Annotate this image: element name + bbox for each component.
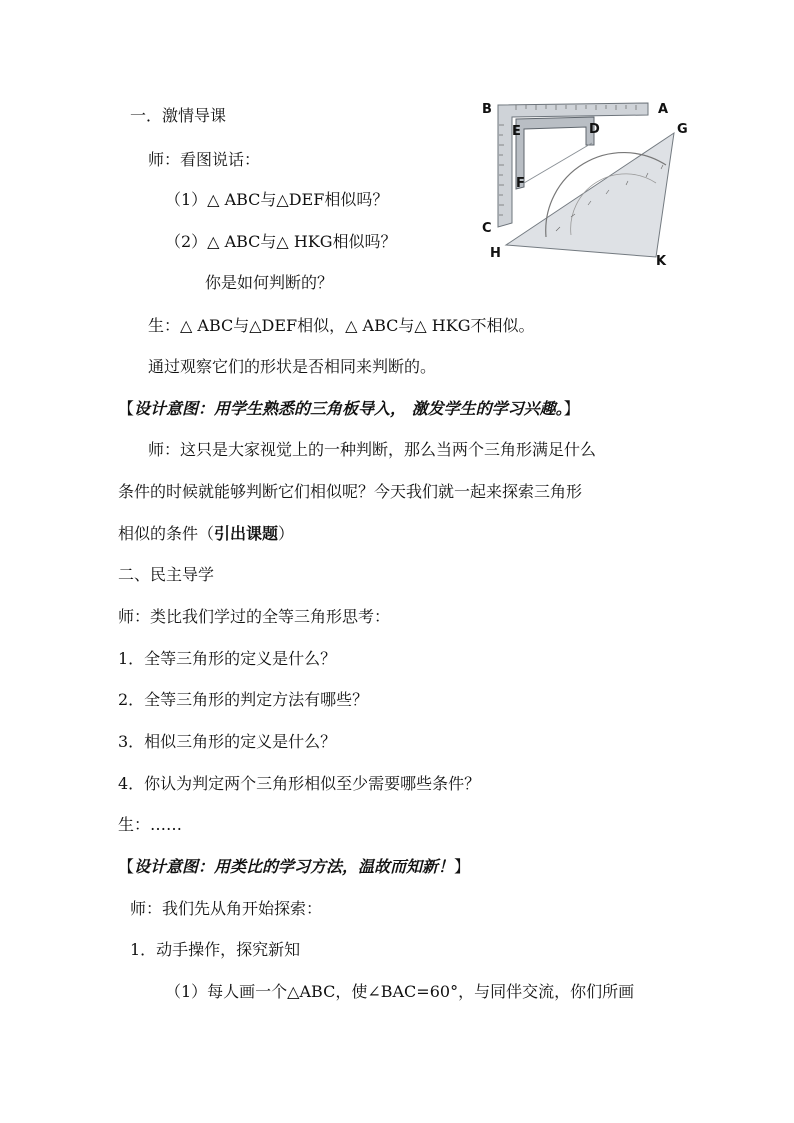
student-response: 生：…… — [118, 815, 183, 834]
section2-heading: 二、民主导学 — [118, 565, 215, 584]
list-item: 1．全等三角形的定义是什么？ — [118, 649, 337, 668]
label-k: K — [656, 254, 667, 267]
hypotenuse-ruler — [524, 143, 592, 183]
set-square-def — [516, 117, 594, 189]
teacher-paragraph-line-1: 师：这只是大家视觉上的一种判断，那么当两个三角形满足什么 — [148, 440, 597, 459]
label-f: F — [516, 176, 525, 191]
label-d: D — [589, 122, 600, 137]
section1-heading: 一．激情导课 — [130, 106, 227, 125]
list-item: 2．全等三角形的判定方法有哪些？ — [118, 690, 369, 709]
line3-prefix: 相似的条件（ — [118, 524, 215, 543]
step-1-heading: 1．动手操作，探究新知 — [130, 940, 301, 959]
set-square-figure — [476, 95, 698, 267]
design-note-text: 设计意图：用学生熟悉的三角板导入， 激发学生的学习兴趣。 — [134, 399, 564, 418]
teacher-paragraph-line-2: 条件的时候就能够判断它们相似呢？今天我们就一起来探索三角形 — [118, 482, 583, 501]
set-square-hkg — [506, 133, 674, 257]
label-g: G — [677, 122, 688, 137]
question-3: 你是如何判断的？ — [205, 273, 334, 292]
bracket-open: 【 — [118, 857, 135, 876]
question-1: （1）△ ABC与△DEF相似吗？ — [165, 190, 389, 209]
question-2: （2）△ ABC与△ HKG相似吗？ — [165, 232, 397, 251]
list-item: 4．你认为判定两个三角形相似至少需要哪些条件？ — [118, 774, 481, 793]
design-note-2 — [118, 857, 470, 877]
design-note-text: 设计意图：用类比的学习方法，温故而知新！ — [134, 857, 455, 876]
line3-suffix: ） — [278, 524, 295, 543]
label-e: E — [512, 124, 521, 139]
step-1-text: （1）每人画一个△ABC，使∠BAC=60°，与同伴交流，你们所画 — [165, 982, 635, 1001]
list-item: 3．相似三角形的定义是什么？ — [118, 732, 337, 751]
teacher-prompt: 师：看图说话： — [148, 150, 261, 169]
lesson-title-callout: 引出课题 — [214, 524, 279, 543]
bracket-open: 【 — [118, 399, 135, 418]
teacher-start: 师：我们先从角开始探索： — [130, 899, 323, 918]
observation-text: 通过观察它们的形状是否相同来判断的。 — [148, 357, 437, 376]
design-note-1 — [118, 399, 580, 419]
label-a: A — [658, 102, 669, 117]
label-b: B — [482, 102, 492, 117]
label-c: C — [482, 221, 492, 236]
section2-teacher-prompt: 师：类比我们学过的全等三角形思考： — [118, 607, 391, 626]
label-h: H — [490, 246, 501, 261]
bracket-close: 】 — [563, 399, 580, 418]
teacher-paragraph-line-3 — [118, 524, 294, 544]
student-answer: 生：△ ABC与△DEF相似，△ ABC与△ HKG不相似。 — [148, 316, 535, 335]
bracket-close: 】 — [454, 857, 471, 876]
